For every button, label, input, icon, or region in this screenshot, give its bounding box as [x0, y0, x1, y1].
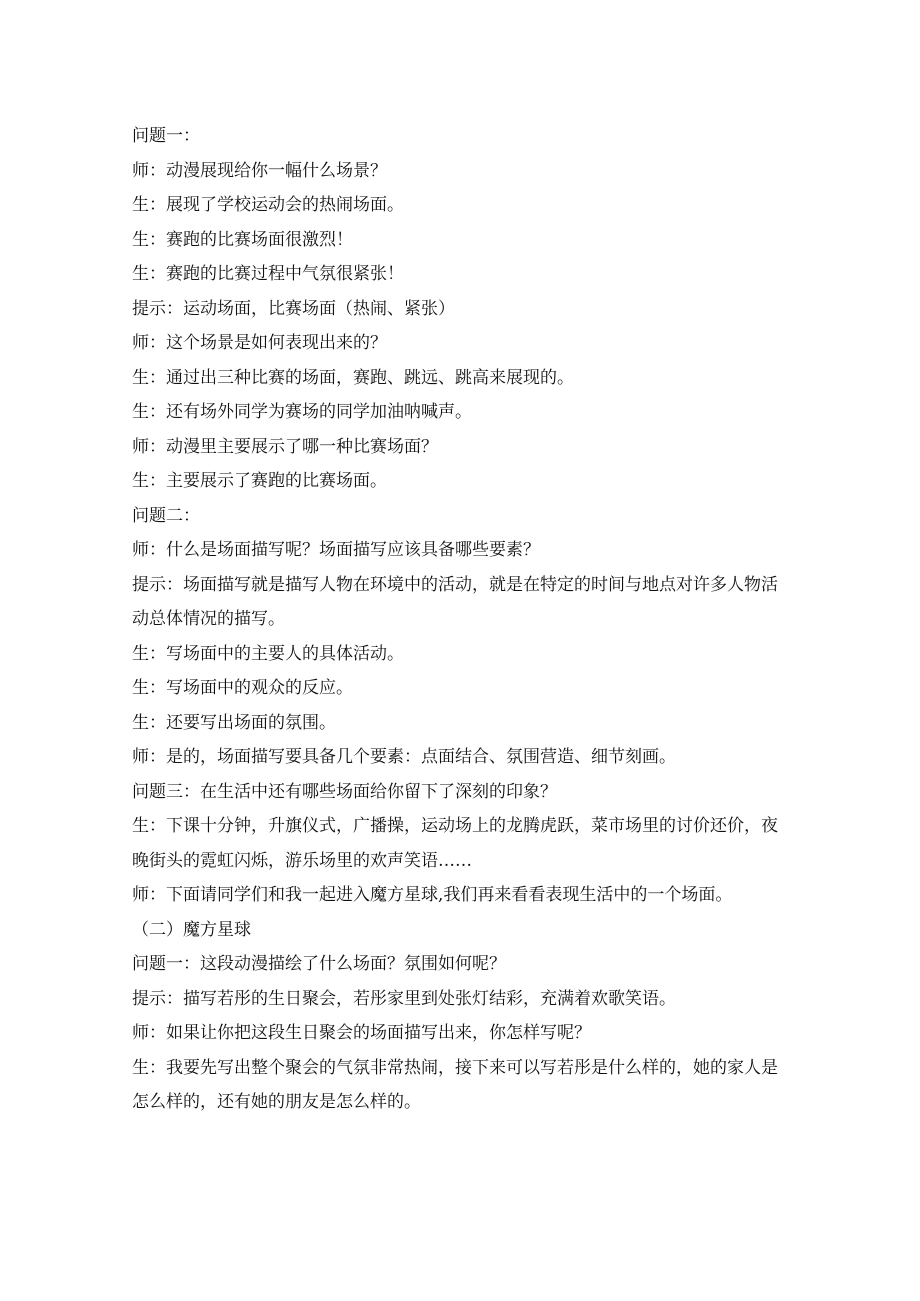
paragraph-teacher: 师：动漫展现给你一幅什么场景？	[132, 160, 387, 181]
paragraph-student: 生：通过出三种比赛的场面，赛跑、跳远、跳高来展现的。	[132, 367, 574, 388]
paragraph-teacher: 师：什么是场面描写呢？场面描写应该具备哪些要素？	[132, 540, 540, 560]
paragraph-question-one-heading: 问题一：	[132, 126, 200, 146]
paragraph-student: 生：还要写出场面的氛围。	[132, 712, 336, 733]
paragraph-hint: 提示：运动场面，比赛场面（热闹、紧张）	[132, 298, 455, 319]
paragraph-question-two-heading: 问题二：	[132, 505, 200, 526]
paragraph-student: 生：下课十分钟，升旗仪式，广播操，运动场上的龙腾虎跃，菜市场里的讨价还价，夜晚街头的霓虹闪烁，游乐场里的欢声笑语……	[132, 816, 778, 871]
paragraph-teacher: 师：下面请同学们和我一起进入魔方星球,我们再来看看表现生活中的一个场面。	[132, 885, 733, 905]
paragraph-student: 生：还有场外同学为赛场的同学加油呐喊声。	[132, 402, 472, 422]
paragraph-teacher: 师：是的，场面描写要具备几个要素：点面结合、氛围营造、细节刻画。	[132, 747, 676, 767]
paragraph-teacher: 师：动漫里主要展示了哪一种比赛场面？	[132, 436, 438, 457]
paragraph-student: 生：展现了学校运动会的热闹场面。	[132, 195, 404, 215]
paragraph-question-three: 问题三：在生活中还有哪些场面给你留下了深刻的印象？	[132, 781, 557, 802]
paragraph-hint: 提示：场面描写就是描写人物在环境中的活动，就是在特定的时间与地点对许多人物活动总体情况的描写。	[132, 574, 778, 629]
paragraph-student: 生：主要展示了赛跑的比赛场面。	[132, 471, 387, 491]
section-heading-magic-cube-planet: （二）魔方星球	[132, 919, 251, 940]
paragraph-teacher: 师：这个场景是如何表现出来的？	[132, 333, 387, 353]
paragraph-student: 生：写场面中的观众的反应。	[132, 678, 353, 698]
paragraph-question-one: 问题一：这段动漫描绘了什么场面？氛围如何呢？	[132, 954, 506, 974]
paragraph-student: 生：我要先写出整个聚会的气氛非常热闹，接下来可以写若彤是什么样的，她的家人是怎么样的，还有她的朋友是怎么样的。	[132, 1057, 778, 1112]
paragraph-teacher: 师：如果让你把这段生日聚会的场面描写出来，你怎样写呢？	[132, 1023, 591, 1043]
document-body	[132, 119, 792, 1120]
paragraph-student: 生：写场面中的主要人的具体活动。	[132, 643, 404, 664]
paragraph-student: 生：赛跑的比赛场面很激烈！	[132, 229, 353, 250]
paragraph-student: 生：赛跑的比赛过程中气氛很紧张！	[132, 264, 404, 284]
paragraph-hint: 提示：描写若彤的生日聚会，若彤家里到处张灯结彩，充满着欢歌笑语。	[132, 988, 676, 1009]
